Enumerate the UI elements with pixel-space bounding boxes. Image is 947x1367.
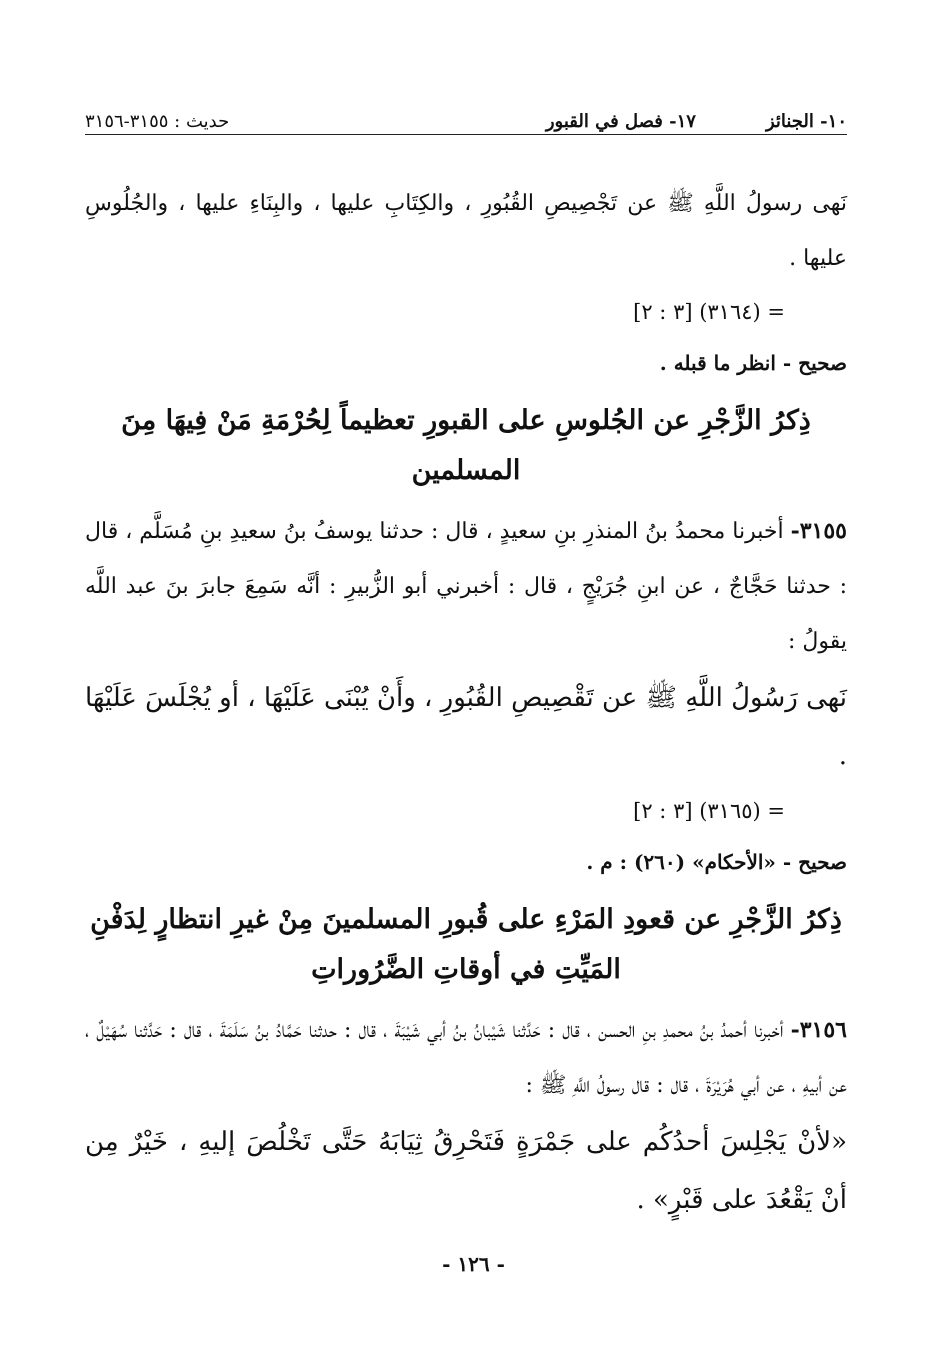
section-title: ١٧- فصل في القبور [545, 111, 696, 132]
running-header [85, 96, 847, 132]
hadith-3155-reference: = (٣١٦٥) [٣ : ٢] [633, 799, 785, 823]
hadith-3156-text: «لأنْ يَجْلِسَ أحدُكُم على جَمْرَةٍ فَتَحْرِقُ ثِيَابَهُ حَتَّى تَخْلُصَ إليهِ ، خَيْرٌ مِن أنْ يَقْعُدَ على قَبْرٍ» . [85, 1127, 847, 1215]
header-rule [85, 134, 847, 135]
chapter-heading-2: ذِكرُ الزَّجْرِ عن قعودِ المَرْءِ على قُبورِ المسلمينَ مِنْ غيرِ انتظارٍ لِدَفْنِ المَيِّتِ في أوقاتِ الضَّرُوراتِ [90, 904, 842, 985]
chapter-heading-1: ذِكرُ الزَّجْرِ عن الجُلوسِ على القبورِ تعظيماً لِحُرْمَةِ مَنْ فِيهَا مِنَ المسلمين [121, 405, 811, 486]
hadith-3155-number: ٣١٥٥- [790, 518, 847, 544]
hadith-range: حديث : ٣١٥٥-٣١٥٦ [85, 111, 230, 132]
page-number: - ١٢٦ - [442, 1252, 505, 1276]
hadith-3156-number: ٣١٥٦- [790, 1017, 847, 1043]
hadith-3155-isnad: أخبرنا محمدُ بنُ المنذرِ بنِ سعيدٍ ، قال : حدثنا يوسفُ بنُ سعيدِ بنِ مُسَلَّم ، قال : حدثنا حَجَّاجٌ ، عن ابنِ جُرَيْجٍ ، قال : أخبرني أبو الزُّبيرِ : أنَّه سَمِعَ جابرَ بنَ عبد اللَّه يقولُ : [85, 519, 847, 654]
chapter-title: ١٠- الجنائز [765, 111, 847, 132]
hadith-3155-grading: صحيح - «الأحكام» (٢٦٠) : م . [586, 850, 847, 874]
hadith-3156-isnad: أخبرنا أحمدُ بنُ محمدِ بنِ الحسن ، قال : حَدَّثنا شَيْبانُ بنُ أبي شَيْبَةَ ، قال : حدثنا حَمَّادُ بنُ سَلَمَةَ ، قال : حَدَّثنا سُهَيْلٌ ، عن أبيهِ ، عن أبي هُرَيْرَةَ ، قال : قال رسولُ اللَّهِ ﷺ : [85, 1018, 847, 1098]
hadith-3156-isnad-paragraph [85, 1003, 847, 1113]
hadith-3155-isnad-paragraph [85, 504, 847, 669]
hadith-3155-text: نَهى رَسُولُ اللَّهِ ﷺ عن تَقْصِيصِ القُبُورِ ، وأَنْ يُبْنَى عَلَيْهَا ، أو يُجْلَسَ عَلَيْهَا . [85, 683, 847, 771]
prev-hadith-reference: = (٣١٦٤) [٣ : ٢] [633, 300, 785, 324]
prev-hadith-text: نَهى رسولُ اللَّهِ ﷺ عن تَجْصِيصِ القُبُورِ ، والكِتَابِ عليها ، والبِنَاءِ عليها ، والجُلُوسِ عليها . [85, 191, 847, 271]
prev-hadith-grading: صحيح - انظر ما قبله . [659, 351, 847, 375]
page-body [85, 176, 847, 1229]
